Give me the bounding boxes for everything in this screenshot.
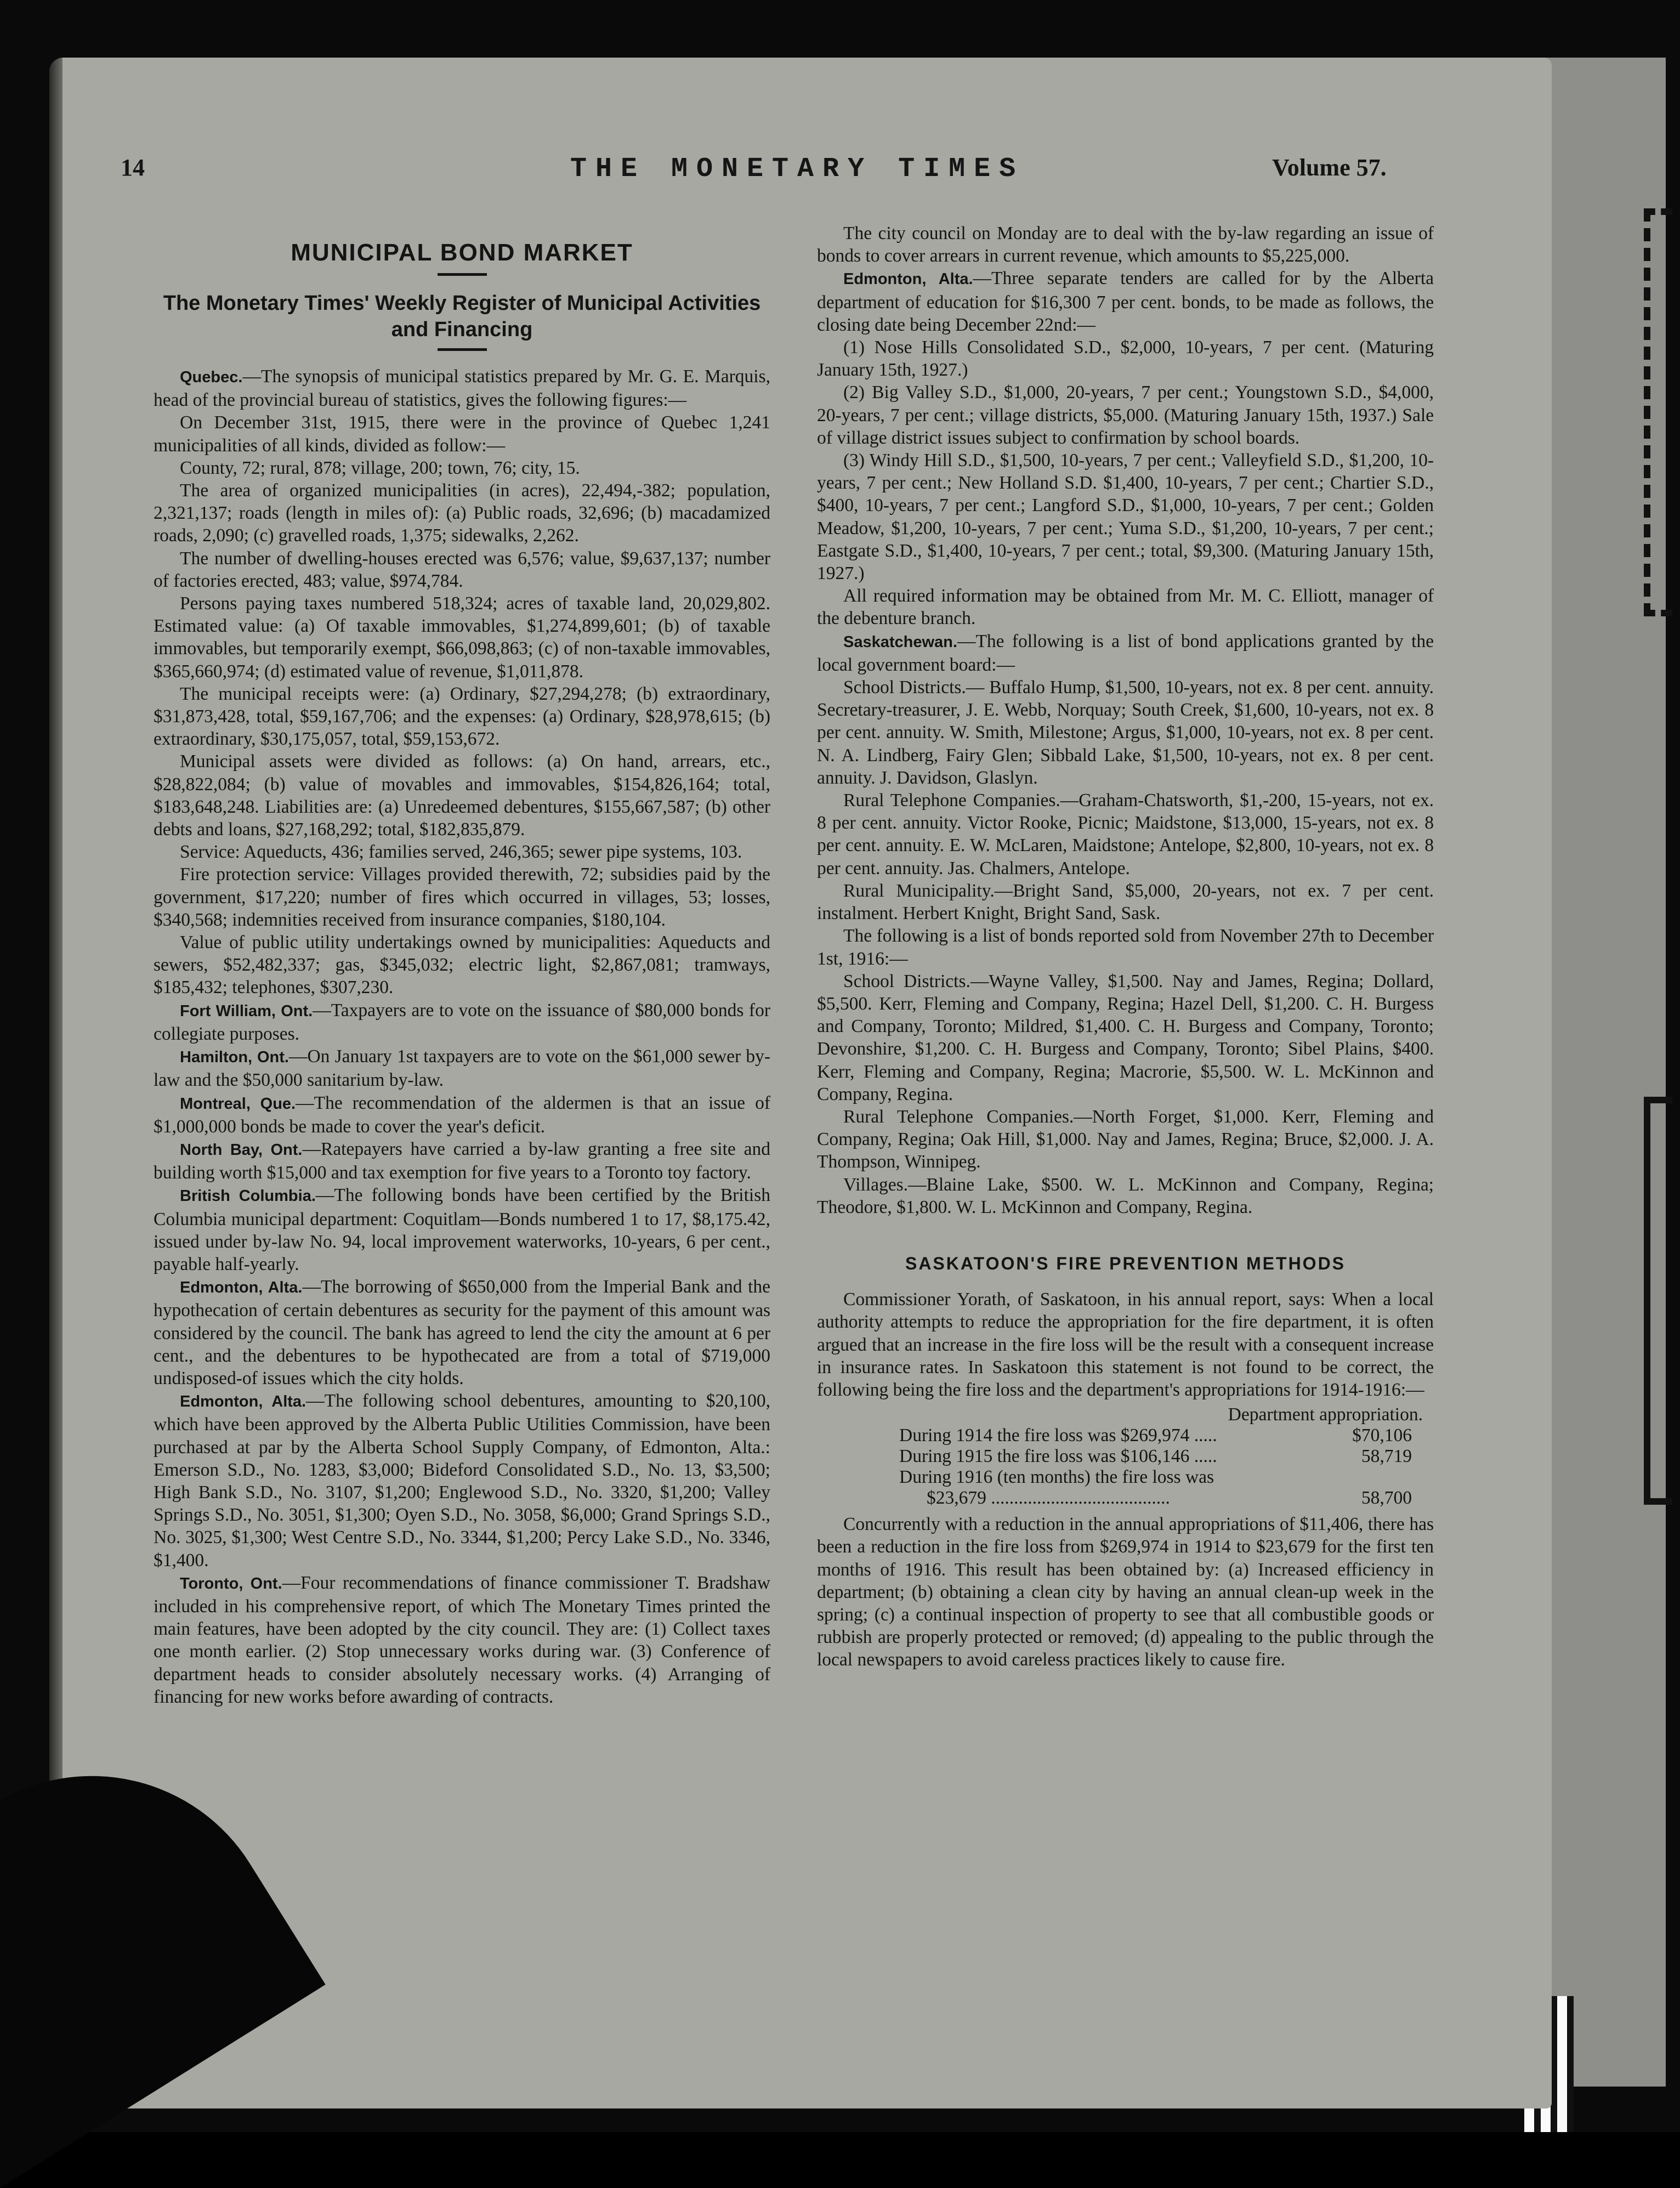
place-name: Toronto, Ont. — [180, 1574, 282, 1592]
paragraph-text: School Districts.— Buffalo Hump, $1,500, 10-years, not ex. 8 per cent. annuity. Secretary-treasurer, J. E. Webb, Norquay; South Creek, $1,600, 10-years, not ex. 8 per cent. annuity. W. Smith, Milestone; Argus, $1,000, 10-years, not ex. 8 per cent. N. A. Lindberg, Fairy Glen; Sibbald Lake, $1,500, 10-years, not ex. 8 per cent. annuity. J. Davidson, Glaslyn. — [817, 677, 1434, 788]
place-name: British Columbia. — [180, 1187, 316, 1205]
news-item — [817, 336, 1434, 381]
paragraph-text: (2) Big Valley S.D., $1,000, 20-years, 7 per cent.; Youngstown S.D., $4,000, 20-years, 7 per cent.; village districts, $5,000. (Maturing January 15th, 1937.) Sale of village district issues subject to confirmation by school boards. — [817, 382, 1434, 448]
place-name: Hamilton, Ont. — [180, 1048, 289, 1067]
place-name: North Bay, Ont. — [180, 1141, 303, 1159]
left-article-body — [154, 365, 770, 1708]
paragraph-text: The number of dwelling-houses erected was 6,576; value, $9,637,137; number of factories erected, 483; value, $974,784. — [154, 548, 770, 591]
table-row — [817, 1446, 1434, 1467]
paragraph-text: Rural Telephone Companies.—North Forget, $1,000. Kerr, Fleming and Company, Regina; Oak Hill, $1,000. Nay and James, Regina; Bruce, $2,000. J. A. Thompson, Winnipeg. — [817, 1106, 1434, 1172]
right-article-body — [817, 222, 1434, 1218]
paragraph-text: Fire protection service: Villages provided therewith, 72; subsidies paid by the government, $17,220; number of fires which occurred in villages, 53; losses, $340,568; indemnities received from insurance companies, $180,104. — [154, 864, 770, 930]
news-item — [817, 925, 1434, 970]
volume-label: Volume 57. — [1272, 154, 1387, 181]
news-item — [154, 1045, 770, 1091]
page-number: 14 — [121, 154, 145, 181]
paragraph-text: On December 31st, 1915, there were in the province of Quebec 1,241 municipalities of all kinds, divided as follow:— — [154, 412, 770, 456]
paragraph-text: Rural Municipality.—Bright Sand, $5,000, 20-years, not ex. 7 per cent. instalment. Herbert Knight, Bright Sand, Sask. — [817, 880, 1434, 924]
section-subtitle: The Monetary Times' Weekly Register of Municipal Activities and Financing — [163, 292, 761, 341]
paragraph-text: School Districts.—Wayne Valley, $1,500. Nay and James, Regina; Dollard, $5,500. Kerr, Fleming and Company, Regina; Hazel Dell, $1,200. C. H. Burgess and Company, Toronto; Mildred, $1,400. C. H. Burgess and Company, Toronto; Devonshire, $1,200. C. H. Burgess and Company, Toronto; Sibel Plains, $400. Kerr, Fleming and Company, Regina; Macrorie, $5,500. W. L. McKinnon and Company, Regina. — [817, 971, 1434, 1104]
paragraph-text: The area of organized municipalities (in acres), 22,494,-382; population, 2,321,137; roads (length in miles of): (a) Public roads, 32,696; (b) macadamized roads, 2,090; (c) gravelled roads, 1,375; sidewalks, 2,262. — [154, 480, 770, 546]
news-item — [817, 449, 1434, 585]
article-title: SASKATOON'S FIRE PREVENTION METHODS — [905, 1253, 1346, 1273]
news-item — [154, 999, 770, 1045]
news-item — [154, 1184, 770, 1276]
news-item — [154, 683, 770, 751]
news-item — [817, 970, 1434, 1106]
paragraph-text: —Taxpayers are to vote on the issuance of $80,000 bonds for collegiate purposes. — [154, 1000, 770, 1044]
table-row — [817, 1425, 1434, 1446]
title-rule — [438, 273, 487, 276]
paragraph-text: All required information may be obtained from Mr. M. C. Elliott, manager of the debenture branch. — [817, 586, 1434, 629]
paragraph-text: —On January 1st taxpayers are to vote on the $61,000 sewer by-law and the $50,000 sanitarium by-law. — [154, 1046, 770, 1091]
news-item — [817, 222, 1434, 267]
facing-page-border — [1644, 208, 1672, 616]
paragraph-text: Rural Telephone Companies.—Graham-Chatsworth, $1,-200, 15-years, not ex. 8 per cent. annuity. Victor Rooke, Picnic; Maidstone, $13,000, 15-years, not ex. 8 per cent. annuity. E. W. McLaren, Maidstone; Antelope, $2,800, 10-years, not ex. 8 per cent. annuity. Jas. Chalmers, Antelope. — [817, 790, 1434, 878]
paragraph-text: Villages.—Blaine Lake, $500. W. L. McKinnon and Company, Regina; Theodore, $1,800. W. L. McKinnon and Company, Regina. — [817, 1174, 1434, 1217]
table-label: During 1915 the fire loss was $106,146 ..... — [899, 1446, 1217, 1467]
paragraph-text: The following is a list of bonds reported sold from November 27th to December 1st, 1916:— — [817, 926, 1434, 969]
table-label: $23,679 ....................................... — [927, 1488, 1170, 1509]
paragraph-text: The city council on Monday are to deal with the by-law regarding an issue of bonds to cover arrears in current revenue, which amounts to $5,225,000. — [817, 223, 1434, 267]
paragraph-text: —The following school debentures, amounting to $20,100, which have been approved by the Alberta Public Utilities Commission, have been purchased at par by the Alberta School Supply Company, of Edmonton, Alta.: Emerson S.D., No. 1283, $3,000; Bideford Consolidated S.D., No. 13, $3,500; High Bank S.D., No. 3107, $1,200; Englewood S.D., No. 3320, $1,200; Valley Springs S.D., No. 3051, $1,300; Oyen S.D., No. 3058, $6,000; Grand Springs S.D., No. 3025, $1,300; West Centre S.D., No. 3344, $1,200; Percy Lake S.D., No. 3346, $1,400. — [154, 1391, 770, 1571]
news-item — [817, 789, 1434, 880]
news-item — [154, 841, 770, 863]
place-name: Edmonton, Alta. — [180, 1393, 307, 1411]
fire-loss-table — [817, 1404, 1434, 1509]
news-item — [154, 457, 770, 479]
news-item — [817, 585, 1434, 630]
news-item — [154, 411, 770, 456]
section-title: MUNICIPAL BOND MARKET — [291, 239, 633, 266]
news-item — [817, 267, 1434, 336]
news-item — [154, 365, 770, 411]
paragraph-text: —The following bonds have been certified by the British Columbia municipal department: Coquitlam—Bonds numbered 1 to 17, $8,175.42, issued under by-law No. 94, local improvement waterworks, 10-years, 6 per cent., payable half-yearly. — [154, 1185, 770, 1274]
paragraph-text: —The following is a list of bond applications granted by the local government board:— — [817, 631, 1434, 675]
news-item — [154, 863, 770, 931]
place-name: Fort William, Ont. — [180, 1002, 313, 1020]
table-label: During 1914 the fire loss was $269,974 ..... — [899, 1425, 1217, 1446]
news-item — [817, 676, 1434, 789]
table-value: $70,106 — [1352, 1425, 1412, 1446]
news-item — [154, 1276, 770, 1390]
paragraph-text: (3) Windy Hill S.D., $1,500, 10-years, 7 per cent.; Valleyfield S.D., $1,200, 10-years, 7 per cent.; New Holland S.D. $1,400, 10-years, 7 per cent.; Chartier S.D., $400, 10-years, 7 per cent.; Langford S.D., $1,000, 10-years, 7 per cent.; Golden Meadow, $1,200, 10-years, 7 per cent.; Yuma S.D., $1,200, 10-years, 7 per cent.; Eastgate S.D., $1,400, 10-years, 7 per cent.; total, $9,300. (Maturing January 15th, 1927.) — [817, 450, 1434, 584]
place-name: Edmonton, Alta. — [180, 1279, 303, 1297]
place-name: Montreal, Que. — [180, 1095, 296, 1113]
place-name: Saskatchewan. — [843, 633, 957, 651]
table-rows — [817, 1425, 1434, 1488]
table-row — [817, 1467, 1434, 1488]
paragraph-text: Persons paying taxes numbered 518,324; acres of taxable land, 20,029,802. Estimated value: (a) Of taxable immovables, $1,274,899,601; (b) of taxable immovables, but temporarily exempt, $66,098,863; (c) of non-taxable immovables, $365,660,974; (d) estimated value of revenue, $1,011,878. — [154, 593, 770, 682]
article-paragraph: Commissioner Yorath, of Saskatoon, in his annual report, says: When a local authority attempts to reduce the appropriation for the fire department, it is often argued that an increase in the fire loss will be the result with a consequent increase in insurance rates. In Saskatoon this statement is not found to be correct, the following being the fire loss and the department's appropriations for 1914-1916:— — [817, 1289, 1434, 1400]
paragraph-text: Municipal assets were divided as follows: (a) On hand, arrears, etc., $28,822,084; (b) value of movables and immovables, $154,826,164; total, $183,648,248. Liabilities are: (a) Unredeemed debentures, $155,667,587; (b) other debts and loans, $27,168,292; total, $182,835,879. — [154, 751, 770, 840]
news-item — [817, 381, 1434, 449]
place-name: Edmonton, Alta. — [843, 270, 973, 288]
article-paragraph: Concurrently with a reduction in the annual appropriations of $11,406, there has been a reduction in the fire loss from $269,974 in 1914 to $23,679 for the first ten months of 1916. This result has been obtained by: (a) Increased efficiency in department; (b) obtaining a clean city by having an annual clean-up week in the spring; (c) a continual inspection of property to see that all combustible goods or rubbish are properly protected or removed; (d) appealing to the public through the local newspapers to avoid careless practices likely to cause fire. — [817, 1514, 1434, 1670]
news-item — [154, 931, 770, 999]
left-column — [154, 230, 770, 1708]
right-column — [817, 222, 1434, 1671]
news-item — [154, 547, 770, 592]
facing-page-border — [1644, 1097, 1672, 1505]
news-item — [817, 880, 1434, 925]
news-item — [154, 1092, 770, 1138]
news-item — [154, 1572, 770, 1708]
paragraph-text: County, 72; rural, 878; village, 200; town, 76; city, 15. — [180, 457, 580, 478]
paragraph-text: (1) Nose Hills Consolidated S.D., $2,000, 10-years, 7 per cent. (Maturing January 15th, 1927.) — [817, 337, 1434, 381]
paragraph-text: —Ratepayers have carried a by-law granting a free site and building worth $15,000 and tax exemption for five years to a Toronto toy factory. — [154, 1138, 770, 1183]
paragraph-text: —The synopsis of municipal statistics prepared by Mr. G. E. Marquis, head of the provincial bureau of statistics, gives the following figures:— — [154, 366, 770, 411]
paragraph-text: Service: Aqueducts, 436; families served, 246,365; sewer pipe systems, 103. — [180, 842, 742, 863]
news-item — [154, 479, 770, 547]
news-item — [817, 630, 1434, 676]
paragraph-text: —Three separate tenders are called for by the Alberta department of education for $16,300 7 per cent. bonds, to be made as follows, the closing date being December 22nd:— — [817, 268, 1434, 335]
subtitle-rule — [438, 348, 487, 351]
place-name: Quebec. — [180, 369, 243, 386]
table-value — [1319, 1467, 1412, 1488]
table-value: 58,700 — [1361, 1488, 1412, 1509]
table-header: Department appropriation. — [1228, 1404, 1423, 1425]
paragraph-text: The municipal receipts were: (a) Ordinary, $27,294,278; (b) extraordinary, $31,873,428, total, $59,167,706; and the expenses: (a) Ordinary, $28,978,615; (b) extraordinary, $30,175,057, total, $59,153,672. — [154, 683, 770, 750]
news-item — [154, 1390, 770, 1572]
journal-title: THE MONETARY TIMES — [570, 154, 1025, 185]
news-item — [154, 750, 770, 841]
table-row — [817, 1488, 1434, 1509]
table-label: During 1916 (ten months) the fire loss was — [899, 1467, 1214, 1488]
paragraph-text: —The recommendation of the aldermen is that an issue of $1,000,000 bonds be made to cover the year's deficit. — [154, 1092, 770, 1137]
news-item — [154, 1138, 770, 1184]
news-item — [817, 1106, 1434, 1174]
paragraph-text: Value of public utility undertakings owned by municipalities: Aqueducts and sewers, $52,482,337; gas, $345,032; electric light, $2,867,081; tramways, $185,432; telephones, $307,230. — [154, 932, 770, 998]
paragraph-text: —Four recommendations of finance commissioner T. Bradshaw included in his comprehensive report, of which The Monetary Times printed the main features, have been adopted by the city council. They are: (1) Collect taxes one month earlier. (2) Stop unnecessary works during war. (3) Conference of department heads to consider absolutely necessary works. (4) Arranging of financing for new works before awarding of contracts. — [154, 1572, 770, 1707]
table-value: 58,719 — [1361, 1446, 1412, 1467]
news-item — [817, 1174, 1434, 1218]
paragraph-text: —The borrowing of $650,000 from the Imperial Bank and the hypothecation of certain debentures as security for the payment of this amount was considered by the council. The bank has agreed to lend the city the amount at 6 per cent., and the debentures to be hypothecated are from a total of $719,000 undisposed-of issues which the city holds. — [154, 1277, 770, 1388]
news-item — [154, 592, 770, 683]
